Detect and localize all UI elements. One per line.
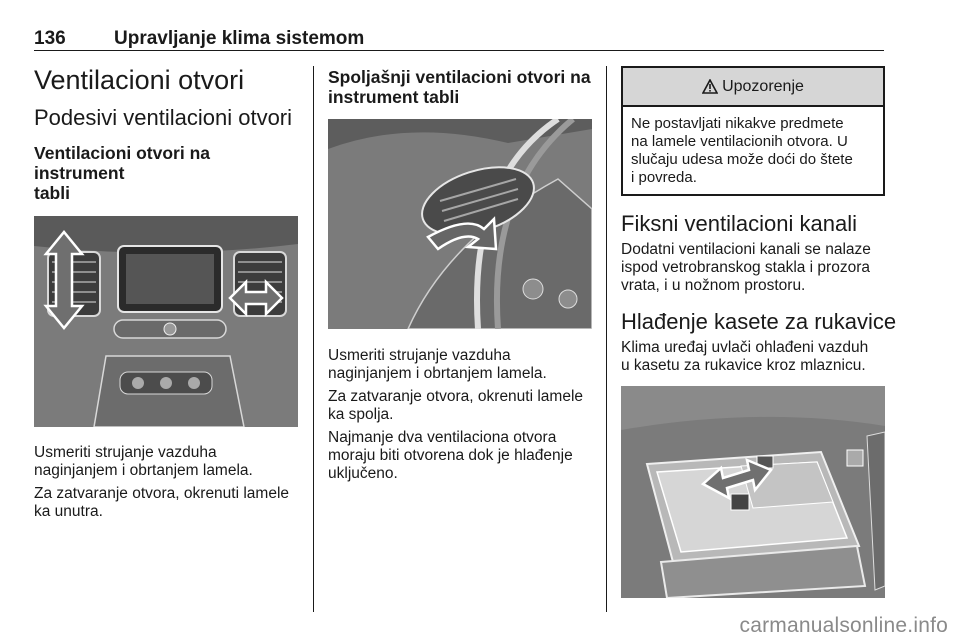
column-1 xyxy=(34,64,302,521)
text-line: Za zatvaranje otvora, okrenuti lamele xyxy=(34,485,290,502)
text-line: na lamele ventilacionih otvora. U xyxy=(631,133,848,150)
text-line: Ne postavljati nikakve predmete xyxy=(631,115,844,132)
text-line: Usmeriti strujanje vazduha xyxy=(328,347,511,364)
outer-vent-drawing xyxy=(328,119,592,329)
column-2 xyxy=(328,64,596,483)
topic-heading xyxy=(34,143,302,203)
warning-text xyxy=(623,107,883,194)
text-line: vrata, i u nožnom prostoru. xyxy=(621,277,806,294)
fixed-vents-heading: Fiksni ventilacioni kanali xyxy=(621,211,857,236)
column-3 xyxy=(621,64,897,598)
text-line: naginjanjem i obrtanjem lamela. xyxy=(328,365,547,382)
text-line: ispod vetrobranskog stakla i prozora xyxy=(621,259,870,276)
paragraph-2 xyxy=(328,388,596,424)
paragraph-1 xyxy=(328,347,596,383)
text-line: Usmeriti strujanje vazduha xyxy=(34,444,217,461)
text-line: Dodatni ventilacioni kanali se nalaze xyxy=(621,241,871,258)
dashboard-vents-drawing xyxy=(34,216,298,427)
text-line: u kasetu za rukavice kroz mlaznicu. xyxy=(621,357,866,374)
paragraph-3 xyxy=(328,429,596,483)
subsection-title: Podesivi ventilacioni otvori xyxy=(34,105,293,130)
warning-header xyxy=(623,68,883,107)
paragraph-2 xyxy=(34,485,302,521)
paragraph-1 xyxy=(621,241,885,295)
topic-heading-line: instrument tabli xyxy=(328,87,460,107)
topic-heading-line: Ventilacioni otvori na instrument xyxy=(34,143,211,183)
column-divider-2 xyxy=(606,66,607,612)
text-line: naginjanjem i obrtanjem lamela. xyxy=(34,462,253,479)
glovebox-cooling-heading: Hlađenje kasete za rukavice xyxy=(621,309,897,334)
warning-triangle-icon xyxy=(702,79,718,94)
text-line: uključeno. xyxy=(328,465,398,482)
watermark: carmanualsonline.info xyxy=(739,614,948,637)
paragraph-1 xyxy=(34,444,302,480)
text-line: Najmanje dva ventilaciona otvora xyxy=(328,429,557,446)
topic-heading-line: tabli xyxy=(34,183,70,203)
dashboard-vents-illustration xyxy=(34,216,298,427)
topic-heading-line: Spoljašnji ventilacioni otvori na xyxy=(328,67,591,87)
page-number: 136 xyxy=(34,28,66,49)
outer-vent-illustration xyxy=(328,119,592,329)
chapter-title: Upravljanje klima sistemom xyxy=(114,28,365,49)
topic-heading xyxy=(328,67,596,107)
text-line: ka unutra. xyxy=(34,503,103,520)
header-rule xyxy=(34,50,884,51)
text-line: i povreda. xyxy=(631,169,697,186)
text-line: ka spolja. xyxy=(328,406,394,423)
glovebox-drawing xyxy=(621,386,885,598)
text-line: Klima uređaj uvlači ohlađeni vazduh xyxy=(621,339,869,356)
paragraph-2 xyxy=(621,339,885,375)
column-divider-1 xyxy=(313,66,314,612)
warning-box xyxy=(621,66,885,196)
text-line: moraju biti otvorena dok je hlađenje xyxy=(328,447,573,464)
section-title: Ventilacioni otvori xyxy=(34,65,245,95)
warning-title: Upozorenje xyxy=(722,77,804,95)
text-line: slučaju udesa može doći do štete xyxy=(631,151,853,168)
page-header xyxy=(34,28,884,50)
text-line: Za zatvaranje otvora, okrenuti lamele xyxy=(328,388,584,405)
glovebox-illustration xyxy=(621,386,885,598)
